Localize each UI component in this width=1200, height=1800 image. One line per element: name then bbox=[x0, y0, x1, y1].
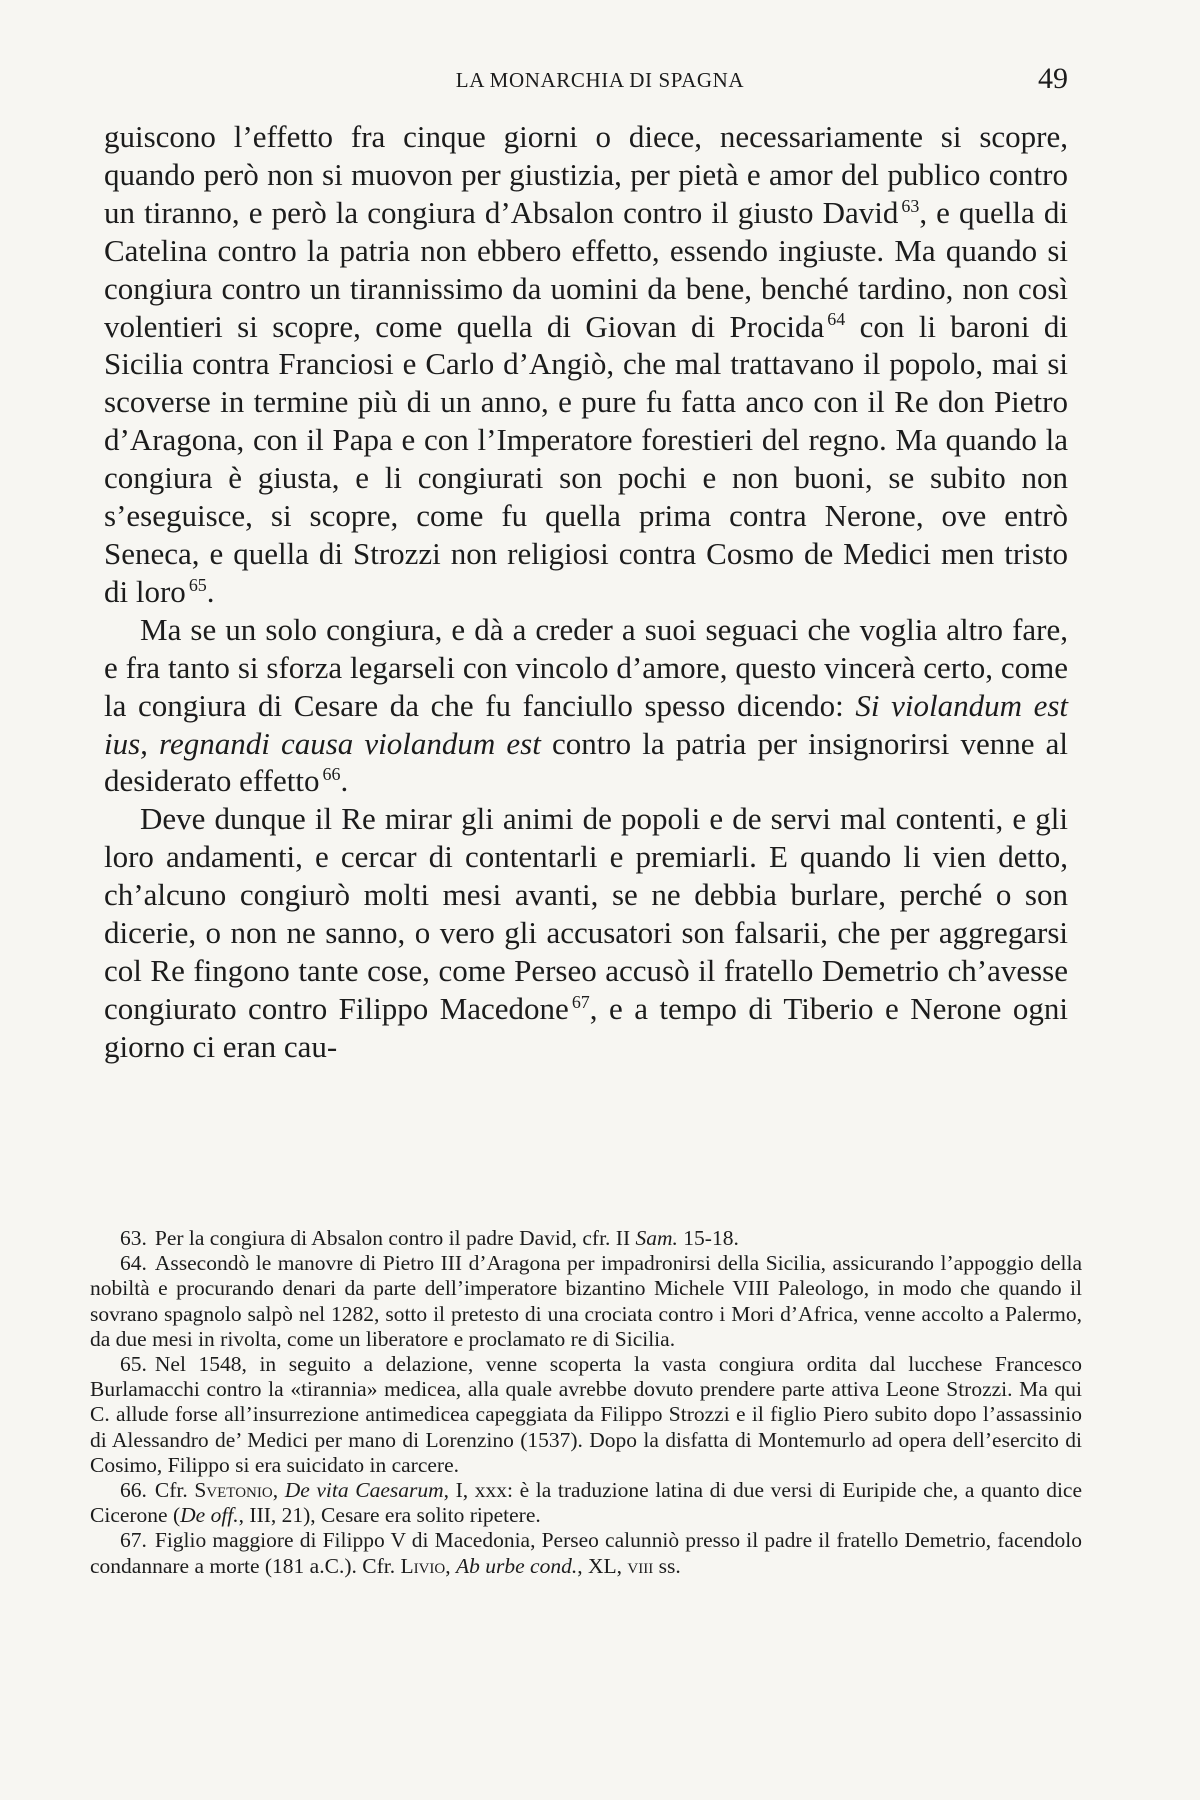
footnote-text: , bbox=[445, 1553, 456, 1578]
footnote-text: , bbox=[272, 1478, 285, 1503]
footnote-text: Figlio maggiore di Filippo V di Macedonia, Perseo calunniò presso il padre il fratello Demetrio, facendolo condannare a morte (181 a.C.). Cfr. bbox=[90, 1528, 1082, 1578]
footnote-65 bbox=[90, 1352, 1082, 1478]
footnote-67 bbox=[90, 1528, 1082, 1578]
text-run: guiscono l’effetto fra cinque giorni o diece, necessariamente si scopre, quando però non si muovon per giustizia, per pietà e amor del publico contro un tiranno, e però la congiura d’Absalon contro il giusto David bbox=[104, 119, 1068, 230]
footnote-ref-64: 64 bbox=[827, 309, 846, 330]
footnote-ref-63: 63 bbox=[901, 195, 920, 216]
footnote-text: , III, 21), Cesare era solito ripetere. bbox=[238, 1503, 541, 1528]
footnote-text: Cfr. bbox=[154, 1478, 195, 1503]
work-title: Ab urbe cond. bbox=[456, 1553, 578, 1578]
footnote-text: , XL, bbox=[577, 1553, 628, 1578]
footnote-number: 67. bbox=[120, 1528, 147, 1553]
author-name: Livio bbox=[400, 1553, 446, 1578]
footnote-ref-67: 67 bbox=[571, 991, 590, 1012]
footnote-italic: Sam. bbox=[635, 1226, 678, 1250]
footnote-text: Per la congiura di Absalon contro il padre David, cfr. II bbox=[154, 1226, 636, 1250]
text-run: con li baroni di Sicilia contra Franciosi e Carlo d’Angiò, che mal trattavano il popolo, mai si scoverse in termine più di un anno, e pure fu fatta anco con il Re don Pietro d’Aragona, con il Papa e con l’Imperatore forestieri del regno. Ma quando la congiura è giusta, e li congiurati son pochi e non buoni, se subito non s’eseguisce, si scopre, come fu quella prima contra Nerone, ove entrò Seneca, e quella di Strozzi non religiosi contra Cosmo de Medici men tristo di loro bbox=[104, 308, 1068, 609]
page-number: 49 bbox=[1038, 62, 1068, 95]
text-run: , e quella di Catelina contro la patria non ebbero effetto, essendo ingiuste. Ma quando si congiura contro un tirannissimo da uomini da bene, benché tardino, non così volentieri si scopre, come quella di Giovan di Procida bbox=[104, 194, 1068, 344]
work-title: De vita Caesarum bbox=[284, 1478, 444, 1503]
main-text bbox=[104, 118, 1068, 1066]
footnote-text: ss. bbox=[653, 1553, 681, 1578]
paragraph-3 bbox=[104, 800, 1068, 1065]
paragraph-1 bbox=[104, 118, 1068, 611]
footnote-number: 65. bbox=[120, 1352, 147, 1377]
running-head bbox=[132, 62, 1068, 102]
work-title: De off. bbox=[180, 1503, 239, 1528]
footnote-number: 64. bbox=[120, 1251, 147, 1276]
footnote-text: Assecondò le manovre di Pietro III d’Aragona per impadronirsi della Sicilia, assicurando l’appoggio della nobiltà e procurando denari da parte dell’imperatore bizantino Michele VIII Paleologo, in modo che quando il sovrano spagnolo salpò nel 1282, sotto il pretesto di una crociata contro i Mori d’Africa, venne accolto a Palermo, da due mesi in rivolta, come un liberatore e proclamato re di Sicilia. bbox=[90, 1251, 1082, 1351]
running-title: LA MONARCHIA DI SPAGNA bbox=[455, 68, 745, 92]
author-name: Svetonio bbox=[194, 1478, 273, 1503]
footnotes bbox=[90, 1226, 1082, 1579]
text-run: , e a tempo di Tiberio e Nerone ogni giorno ci eran cau- bbox=[104, 990, 1068, 1064]
footnote-66 bbox=[90, 1478, 1082, 1528]
footnote-64 bbox=[90, 1251, 1082, 1352]
text-run: contro la patria per insignorirsi venne al desiderato effetto bbox=[104, 725, 1068, 799]
text-run: . bbox=[340, 763, 349, 799]
footnote-text: , I, xxx: è la traduzione latina di due versi di Euripide che, a quanto dice Cicerone ( bbox=[90, 1478, 1083, 1528]
footnote-text: 15-18. bbox=[677, 1226, 739, 1250]
footnote-63 bbox=[90, 1226, 1082, 1251]
latin-quote: Si violandum est ius, regnandi causa violandum est bbox=[104, 687, 1068, 761]
footnote-text: Nel 1548, in seguito a delazione, venne scoperta la vasta congiura ordita dal lucchese Francesco Burlamacchi contro la «tirannia» medicea, alla quale avrebbe dovuto prendere parte attiva Leone Strozzi. Ma qui C. allude forse all’insurrezione antimedicea capeggiata da Filippo Strozzi e il figlio Piero subito dopo l’assassinio di Alessandro de’ Medici per mano di Lorenzino (1537). Dopo la disfatta di Montemurlo ad opera dell’esercito di Cosimo, Filippo si era suicidato in carcere. bbox=[90, 1352, 1082, 1477]
text-run: Ma se un solo congiura, e dà a creder a suoi seguaci che voglia altro fare, e fra tanto si sforza legarseli con vincolo d’amore, questo vincerà certo, come la congiura di Cesare da che fu fanciullo spesso dicendo: bbox=[104, 611, 1068, 723]
roman-numeral: viii bbox=[627, 1553, 654, 1578]
footnote-ref-65: 65 bbox=[188, 574, 207, 595]
footnote-number: 63. bbox=[120, 1226, 147, 1250]
footnote-ref-66: 66 bbox=[322, 764, 341, 785]
footnote-number: 66. bbox=[120, 1478, 147, 1503]
text-run: . bbox=[206, 573, 215, 609]
paragraph-2 bbox=[104, 611, 1068, 801]
text-run: Deve dunque il Re mirar gli animi de popoli e de servi mal contenti, e gli loro andamenti, e cercar di contentarli e premiarli. E quando li vien detto, ch’alcuno congiurò molti mesi avanti, se ne debbia burlare, perché o son dicerie, o non ne sanno, o vero gli accusatori son falsarii, che per aggregarsi col Re fingono tante cose, come Perseo accusò il fratello Demetrio ch’avesse congiurato contro Filippo Macedone bbox=[104, 801, 1068, 1026]
